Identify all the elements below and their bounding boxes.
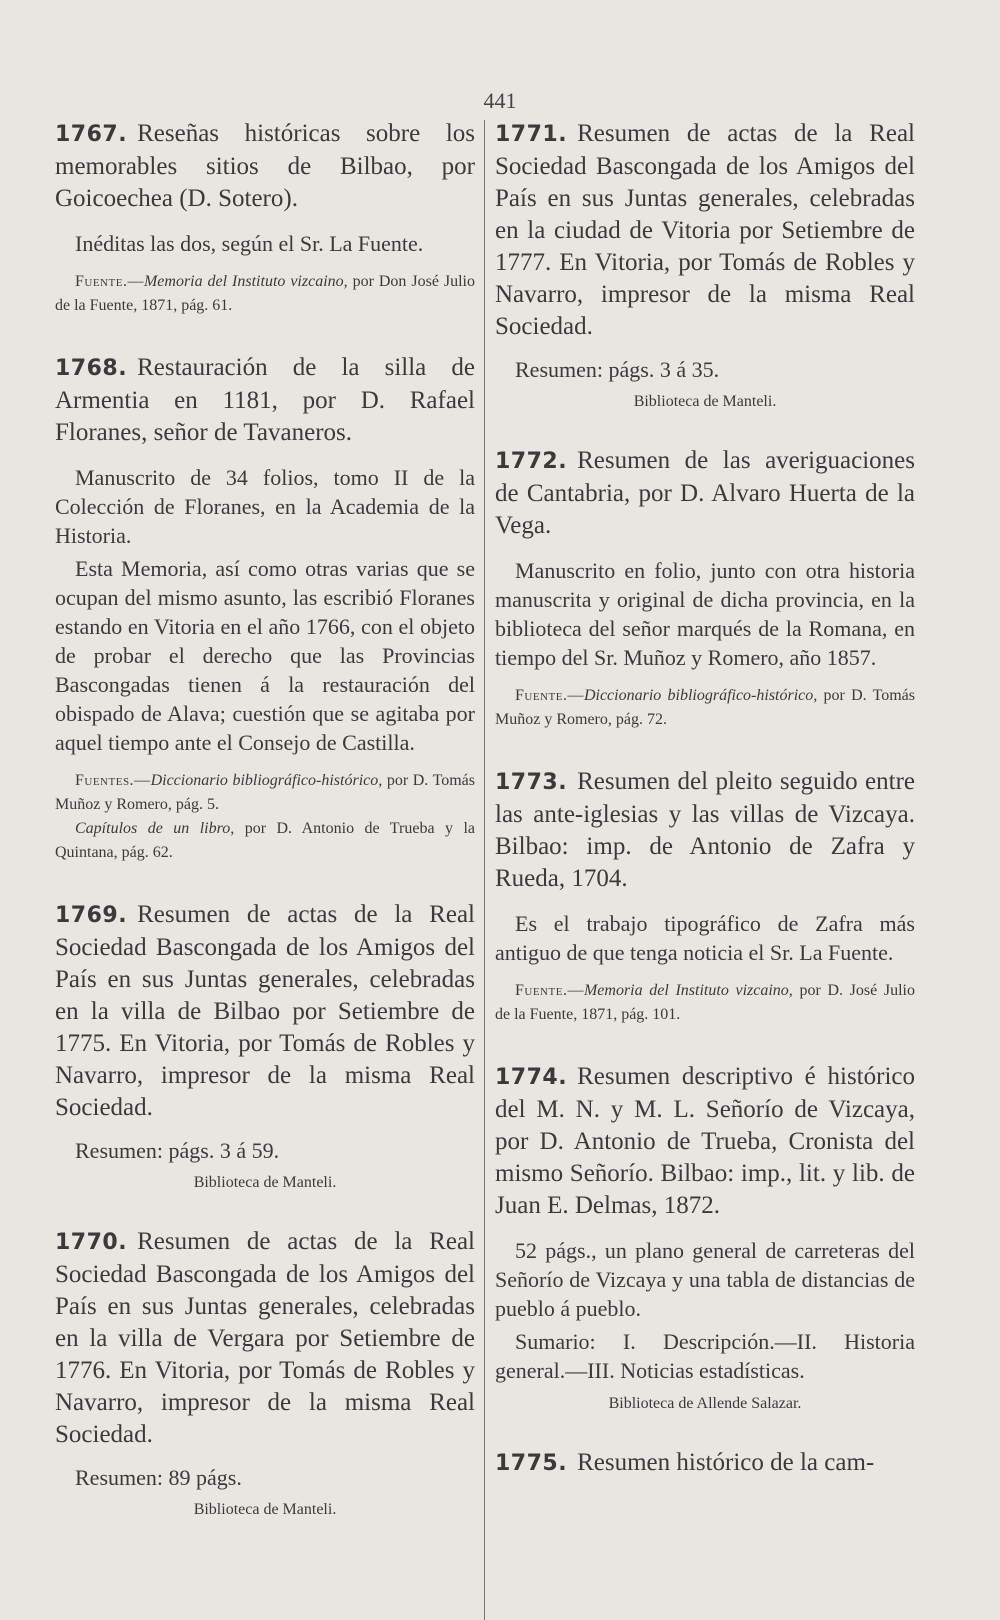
entry-1769 [55, 899, 475, 1192]
entry-1772 [495, 445, 915, 732]
entry-number: 1772. [495, 449, 568, 474]
source-detail: por D. José Julio de la Fuente, 1871, pág. 101. [495, 982, 915, 1023]
entry-pages: Resumen: 89 págs. [75, 1465, 242, 1490]
entry-note: Es el trabajo tipográfico de Zafra más antiguo de que tenga noticia el Sr. La Fuente. [495, 911, 915, 965]
entry-heading [55, 118, 475, 215]
entry-library: Biblioteca de Manteli. [633, 393, 777, 410]
entry-library: Biblioteca de Manteli. [193, 1501, 337, 1518]
entry-heading [495, 118, 915, 343]
entry-1771 [495, 118, 915, 411]
entry-source [55, 817, 475, 865]
entry-title: Resumen de actas de la Real Sociedad Bascongada de los Amigos del País en sus Juntas generales, celebradas en la villa de Bilbao por Setiembre de 1775. En Vitoria, por Tomás de Robles y Navarro, impresor de la misma Real Sociedad. [55, 901, 475, 1121]
entry-number: 1769. [55, 903, 128, 928]
entry-source [55, 769, 475, 817]
entry-title: Resumen de actas de la Real Sociedad Bascongada de los Amigos del País en sus Juntas generales, celebradas en la ciudad de Vitoria por Setiembre de 1777. En Vitoria, por Tomás de Robles y Navarro, impresor de la misma Real Sociedad. [495, 120, 915, 340]
entry-note: Manuscrito de 34 folios, tomo II de la Colección de Floranes, en la Academia de la Historia. [55, 465, 475, 548]
source-title: Diccionario bibliográfico-histórico, [150, 772, 383, 789]
entry-library: Biblioteca de Allende Salazar. [608, 1395, 802, 1412]
entry-title: Resumen del pleito seguido entre las ante-iglesias y las villas de Vizcaya. Bilbao: imp. de Antonio de Zafra y Rueda, 1704. [495, 768, 915, 892]
entry-1768 [55, 352, 475, 865]
source-detail: por D. Antonio de Trueba y la Quintana, pág. 62. [55, 820, 476, 861]
entry-heading [55, 899, 475, 1124]
entry-title: Resumen descriptivo é histórico del M. N. y M. L. Señorío de Vizcaya, por D. Antonio de Trueba, Cronista del mismo Señorío. Bilbao: imp., lit. y lib. de Juan E. Delmas, 1872. [495, 1063, 915, 1219]
entry-number: 1771. [495, 122, 568, 147]
entry-pages: Resumen: págs. 3 á 59. [75, 1138, 280, 1163]
entry-1767 [55, 118, 475, 318]
source-detail: por D. Tomás Muñoz y Romero, pág. 5. [55, 772, 475, 813]
page-number: 441 [483, 88, 517, 113]
source-label: Fuentes.— [75, 772, 151, 789]
entry-note: 52 págs., un plano general de carreteras del Señorío de Vizcaya y una tabla de distancias de pueblo á pueblo. [495, 1238, 915, 1321]
entry-note: Sumario: I. Descripción.—II. Historia general.—III. Noticias estadísticas. [495, 1329, 915, 1383]
entry-heading [495, 445, 915, 542]
entry-number: 1770. [55, 1230, 128, 1255]
source-title: Diccionario bibliográfico-histórico, [583, 687, 818, 704]
entry-library: Biblioteca de Manteli. [193, 1174, 337, 1191]
entry-number: 1774. [495, 1065, 568, 1090]
entry-heading [495, 1061, 915, 1222]
entry-heading [55, 1226, 475, 1451]
entry-number: 1773. [495, 770, 568, 795]
entry-title: Reseñas históricas sobre los memorables sitios de Bilbao, por Goicoechea (D. Sotero). [55, 120, 475, 212]
source-title: Memoria del Instituto vizcaino, [143, 273, 348, 290]
entry-1775 [495, 1447, 915, 1480]
source-detail: por D. Tomás Muñoz y Romero, pág. 72. [495, 687, 915, 728]
right-column [495, 118, 915, 1514]
entry-pages: Resumen: págs. 3 á 35. [515, 357, 720, 382]
entry-title: Resumen histórico de la cam- [577, 1449, 875, 1476]
entry-source [55, 270, 475, 318]
entry-note: Esta Memoria, así como otras varias que se ocupan del mismo asunto, las escribió Floranes estando en Vitoria en el año 1766, con el objeto de probar el derecho que las Provincias Bascongadas tienen á la restauración del obispado de Alava; cuestión que se agitaba por aquel tiempo ante el Consejo de Castilla. [55, 556, 475, 755]
source-detail: por Don José Julio de la Fuente, 1871, pág. 61. [55, 273, 475, 314]
entry-1770 [55, 1226, 475, 1519]
entry-1773 [495, 766, 915, 1027]
entry-number: 1768. [55, 356, 128, 381]
source-title: Memoria del Instituto vizcaino, [583, 982, 793, 999]
left-column [55, 118, 475, 1553]
entry-title: Resumen de las averiguaciones de Cantabria, por D. Alvaro Huerta de la Vega. [495, 447, 915, 539]
entry-number: 1775. [495, 1451, 568, 1476]
entry-note: Inéditas las dos, según el Sr. La Fuente. [75, 231, 424, 256]
entry-note: Manuscrito en folio, junto con otra historia manuscrita y original de dicha provincia, en la biblioteca del señor marqués de la Romana, en tiempo del Sr. Muñoz y Romero, año 1857. [495, 558, 915, 670]
source-label: Fuente.— [75, 273, 144, 290]
source-title: Capítulos de un libro, [75, 820, 235, 837]
entry-number: 1767. [55, 122, 128, 147]
entry-1774 [495, 1061, 915, 1413]
source-label: Fuente.— [515, 982, 584, 999]
entry-heading [55, 352, 475, 449]
source-label: Fuente.— [515, 687, 584, 704]
entry-title: Restauración de la silla de Armentia en 1181, por D. Rafael Floranes, señor de Tavaneros. [55, 354, 475, 446]
entry-source [495, 979, 915, 1027]
entry-source [495, 684, 915, 732]
entry-heading [495, 1447, 915, 1480]
entry-title: Resumen de actas de la Real Sociedad Bascongada de los Amigos del País en sus Juntas generales, celebradas en la villa de Vergara por Setiembre de 1776. En Vitoria, por Tomás de Robles y Navarro, impresor de la misma Real Sociedad. [55, 1228, 475, 1448]
entry-heading [495, 766, 915, 895]
column-divider [484, 120, 485, 1620]
